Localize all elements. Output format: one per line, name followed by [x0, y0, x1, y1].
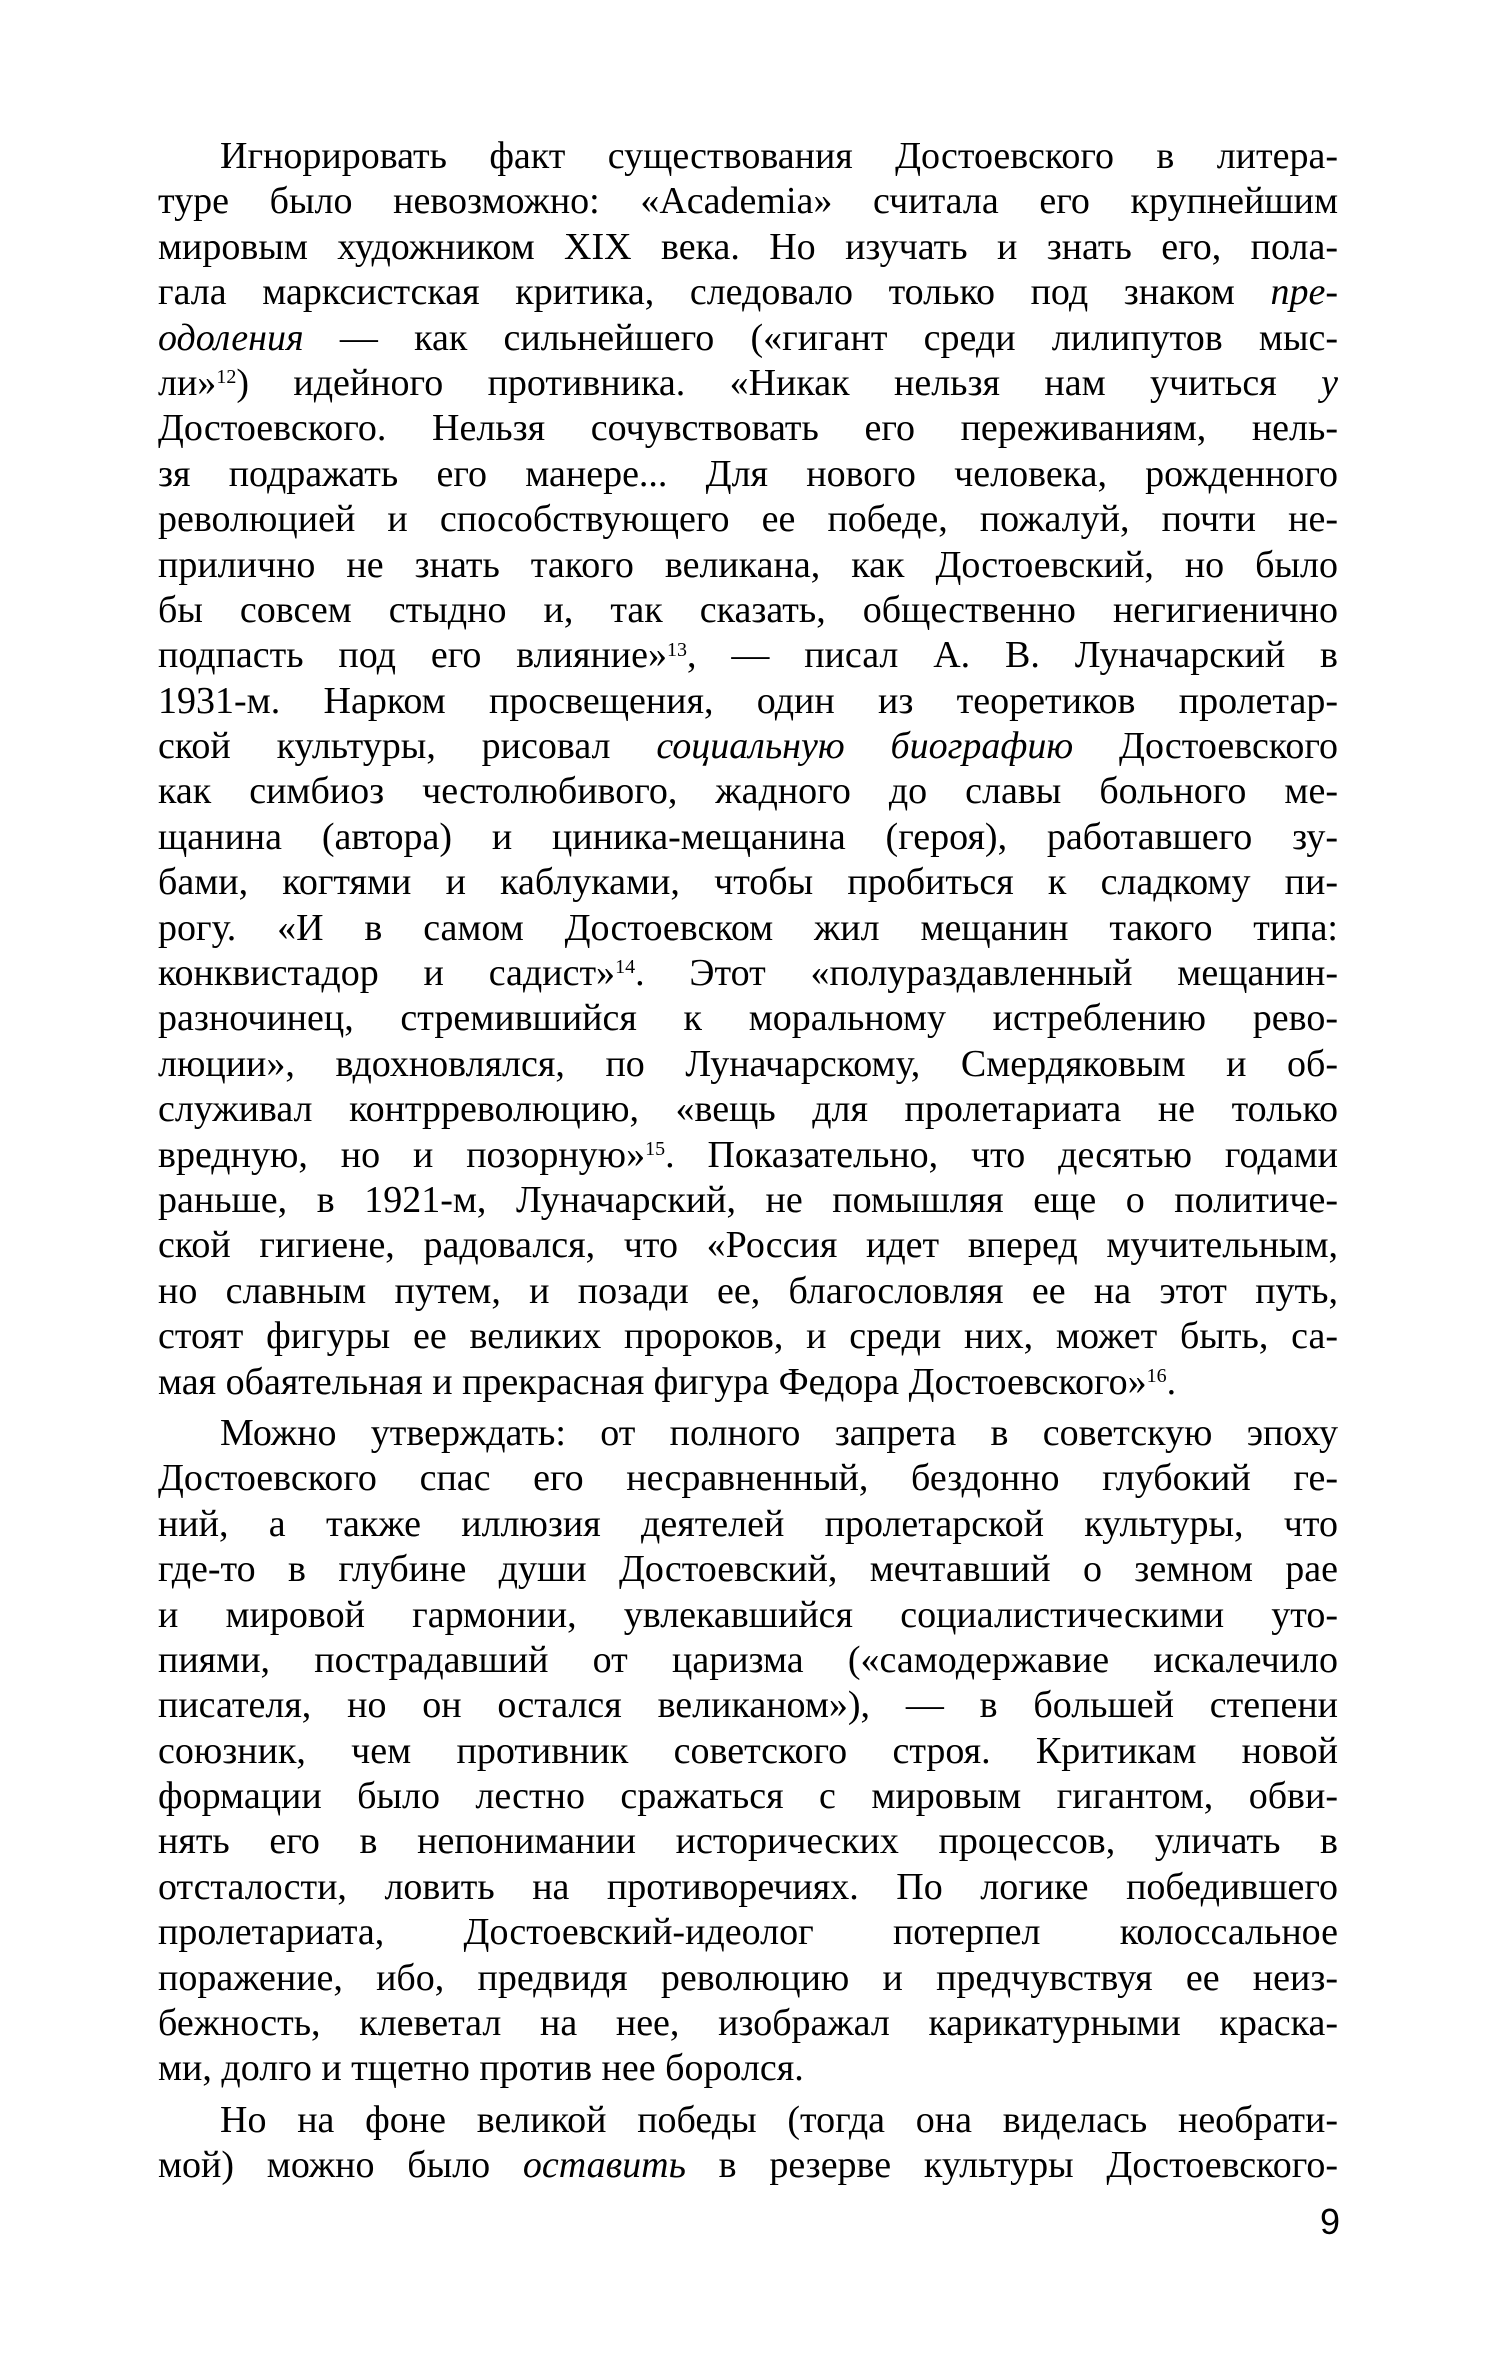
text-segment: ской гигиене, радовался, что «Россия идет вперед мучительным, — [158, 1224, 1338, 1267]
text-line — [158, 1729, 1338, 1774]
text-segment: Игнорировать факт существования Достоевского в литера- — [220, 135, 1338, 177]
text-segment: поражение, ибо, предвидя революцию и предчувствуя ее неиз- — [158, 1956, 1338, 1999]
text-segment: прилично не знать такого великана, как Достоевский, но было — [158, 543, 1338, 586]
text-segment: зя подражать его манере... Для нового человека, рожденного — [158, 452, 1338, 495]
text-line — [158, 1133, 1338, 1178]
italic-text: одоления — [158, 316, 304, 359]
text-segment: Достоевского спас его несравненный, бездонно глубокий ге- — [158, 1457, 1338, 1500]
text-line — [158, 2046, 1338, 2091]
text-segment: . Этот «полураздавленный мещанин- — [635, 952, 1339, 995]
text-segment: мировым художником XIX века. Но изучать и знать его, пола- — [158, 225, 1338, 268]
text-segment: подпасть под его влияние» — [158, 634, 667, 677]
text-line — [158, 1411, 1338, 1456]
footnote-marker: 13 — [666, 638, 687, 661]
text-line — [158, 1638, 1338, 1683]
text-segment: союзник, чем противник советского строя. Критикам новой — [158, 1729, 1338, 1772]
text-line — [158, 1865, 1338, 1910]
text-line — [158, 1269, 1338, 1314]
text-line — [158, 179, 1338, 224]
text-line — [158, 996, 1338, 1041]
text-line — [158, 1956, 1338, 2001]
text-line — [158, 225, 1338, 270]
text-segment: пиями, пострадавший от царизма («самодержавие искалечило — [158, 1638, 1338, 1681]
text-segment: но славным путем, и позади ее, благословляя ее на этот путь, — [158, 1269, 1338, 1312]
text-line — [158, 588, 1338, 633]
text-segment: мой) можно было — [158, 2144, 523, 2187]
text-segment: ской культуры, рисовал — [158, 725, 657, 768]
text-segment: раньше, в 1921-м, Луначарский, не помышляя еще о политиче- — [158, 1178, 1338, 1221]
text-line — [158, 452, 1338, 497]
text-segment: ) идейного противника. «Никак нельзя нам учиться — [236, 361, 1322, 404]
text-segment: где-то в глубине души Достоевский, мечтавший о земном рае — [158, 1548, 1338, 1591]
text-segment: , — писал А. В. Луначарский в — [686, 634, 1338, 677]
text-line — [158, 769, 1338, 814]
text-segment: ми, долго и тщетно против нее боролся. — [158, 2047, 804, 2090]
text-line — [158, 815, 1338, 860]
text-line — [158, 906, 1338, 951]
text-segment: конквистадор и садист» — [158, 952, 616, 995]
text-line — [158, 2001, 1338, 2046]
text-line — [158, 724, 1338, 769]
text-line — [158, 361, 1338, 406]
text-line — [158, 1683, 1338, 1728]
text-line — [158, 2143, 1338, 2188]
text-line — [158, 406, 1338, 451]
text-line — [158, 1910, 1338, 1955]
text-segment: отсталости, ловить на противоречиях. По логике победившего — [158, 1865, 1338, 1908]
text-segment: Можно утверждать: от полного запрета в советскую эпоху — [220, 1411, 1338, 1454]
text-line — [158, 1223, 1338, 1268]
text-segment: революцией и способствующего ее победе, пожалуй, почти не- — [158, 498, 1338, 541]
text-segment: служивал контрреволюцию, «вещь для пролетариата не только — [158, 1088, 1338, 1131]
text-line — [158, 1547, 1338, 1592]
text-line — [158, 951, 1338, 996]
italic-text: у — [1321, 361, 1338, 404]
footnote-marker: 14 — [615, 956, 636, 979]
footnote-marker: 16 — [1146, 1364, 1167, 1387]
italic-text: пре- — [1270, 271, 1338, 314]
text-segment: и мировой гармонии, увлекавшийся социалистическими уто- — [158, 1593, 1338, 1636]
text-segment: Достоевского. Нельзя сочувствовать его переживаниям, нель- — [158, 407, 1338, 450]
text-segment: бы совсем стыдно и, так сказать, общественно негигиенично — [158, 588, 1338, 631]
text-segment: писателя, но он остался великаном»), — в большей степени — [158, 1684, 1338, 1727]
footnote-marker: 12 — [216, 366, 237, 389]
text-line — [158, 316, 1338, 361]
text-line — [158, 543, 1338, 588]
text-line — [158, 1087, 1338, 1132]
text-segment: в резерве культуры Достоевского- — [685, 2144, 1338, 2187]
text-segment: вредную, но и позорную» — [158, 1133, 646, 1176]
text-segment: туре было невозможно: «Academia» считала его крупнейшим — [158, 180, 1338, 223]
text-line — [158, 1456, 1338, 1501]
text-segment: разночинец, стремившийся к моральному истреблению рево- — [158, 997, 1338, 1040]
text-line — [158, 1774, 1338, 1819]
text-segment: как симбиоз честолюбивого, жадного до славы больного ме- — [158, 770, 1338, 813]
text-line — [158, 2098, 1338, 2143]
text-line — [158, 633, 1338, 678]
text-segment: щанина (автора) и циника-мещанина (героя), работавшего зу- — [158, 815, 1338, 858]
text-segment: ли» — [158, 361, 217, 404]
footnote-marker: 15 — [645, 1137, 666, 1160]
text-line — [158, 860, 1338, 905]
body-text — [158, 134, 1338, 2189]
text-line — [158, 1819, 1338, 1864]
text-segment: рогу. «И в самом Достоевском жил мещанин такого типа: — [158, 906, 1338, 949]
text-segment: . Показательно, что десятью годами — [665, 1133, 1339, 1176]
text-segment: — как сильнейшего («гигант среди лилипутов мыс- — [303, 316, 1338, 359]
text-segment: нять его в непонимании исторических процессов, уличать в — [158, 1820, 1338, 1863]
text-line — [158, 1360, 1338, 1405]
text-segment: . — [1166, 1360, 1177, 1403]
text-line — [158, 679, 1338, 724]
text-segment: бами, когтями и каблуками, чтобы пробиться к сладкому пи- — [158, 861, 1338, 904]
text-segment: бежность, клеветал на нее, изображал карикатурными краска- — [158, 2002, 1338, 2045]
text-line — [158, 270, 1338, 315]
text-line — [158, 134, 1338, 179]
text-segment: стоят фигуры ее великих пророков, и среди них, может быть, са- — [158, 1315, 1338, 1358]
text-line — [158, 1042, 1338, 1087]
text-line — [158, 1178, 1338, 1223]
text-segment: Достоевского — [1073, 725, 1338, 768]
text-line — [158, 1502, 1338, 1547]
text-line — [158, 1593, 1338, 1638]
text-segment: формации было лестно сражаться с мировым гигантом, обви- — [158, 1775, 1338, 1818]
text-segment: гала марксистская критика, следовало только под знаком — [158, 271, 1271, 314]
page-number: 9 — [1319, 2201, 1340, 2242]
text-segment: мая обаятельная и прекрасная фигура Федора Достоевского» — [158, 1360, 1147, 1403]
text-segment: 1931-м. Нарком просвещения, один из теоретиков пролетар- — [158, 679, 1338, 722]
italic-text: социальную биографию — [656, 725, 1074, 768]
text-line — [158, 497, 1338, 542]
italic-text: оставить — [522, 2144, 686, 2187]
text-line — [158, 1314, 1338, 1359]
text-segment: Но на фоне великой победы (тогда она виделась необрати- — [220, 2098, 1338, 2141]
text-segment: люции», вдохновлялся, по Луначарскому, Смердяковым и об- — [158, 1042, 1338, 1085]
text-segment: пролетариата, Достоевский-идеолог потерпел колоссальное — [158, 1911, 1338, 1954]
text-segment: ний, а также иллюзия деятелей пролетарской культуры, что — [158, 1502, 1338, 1545]
